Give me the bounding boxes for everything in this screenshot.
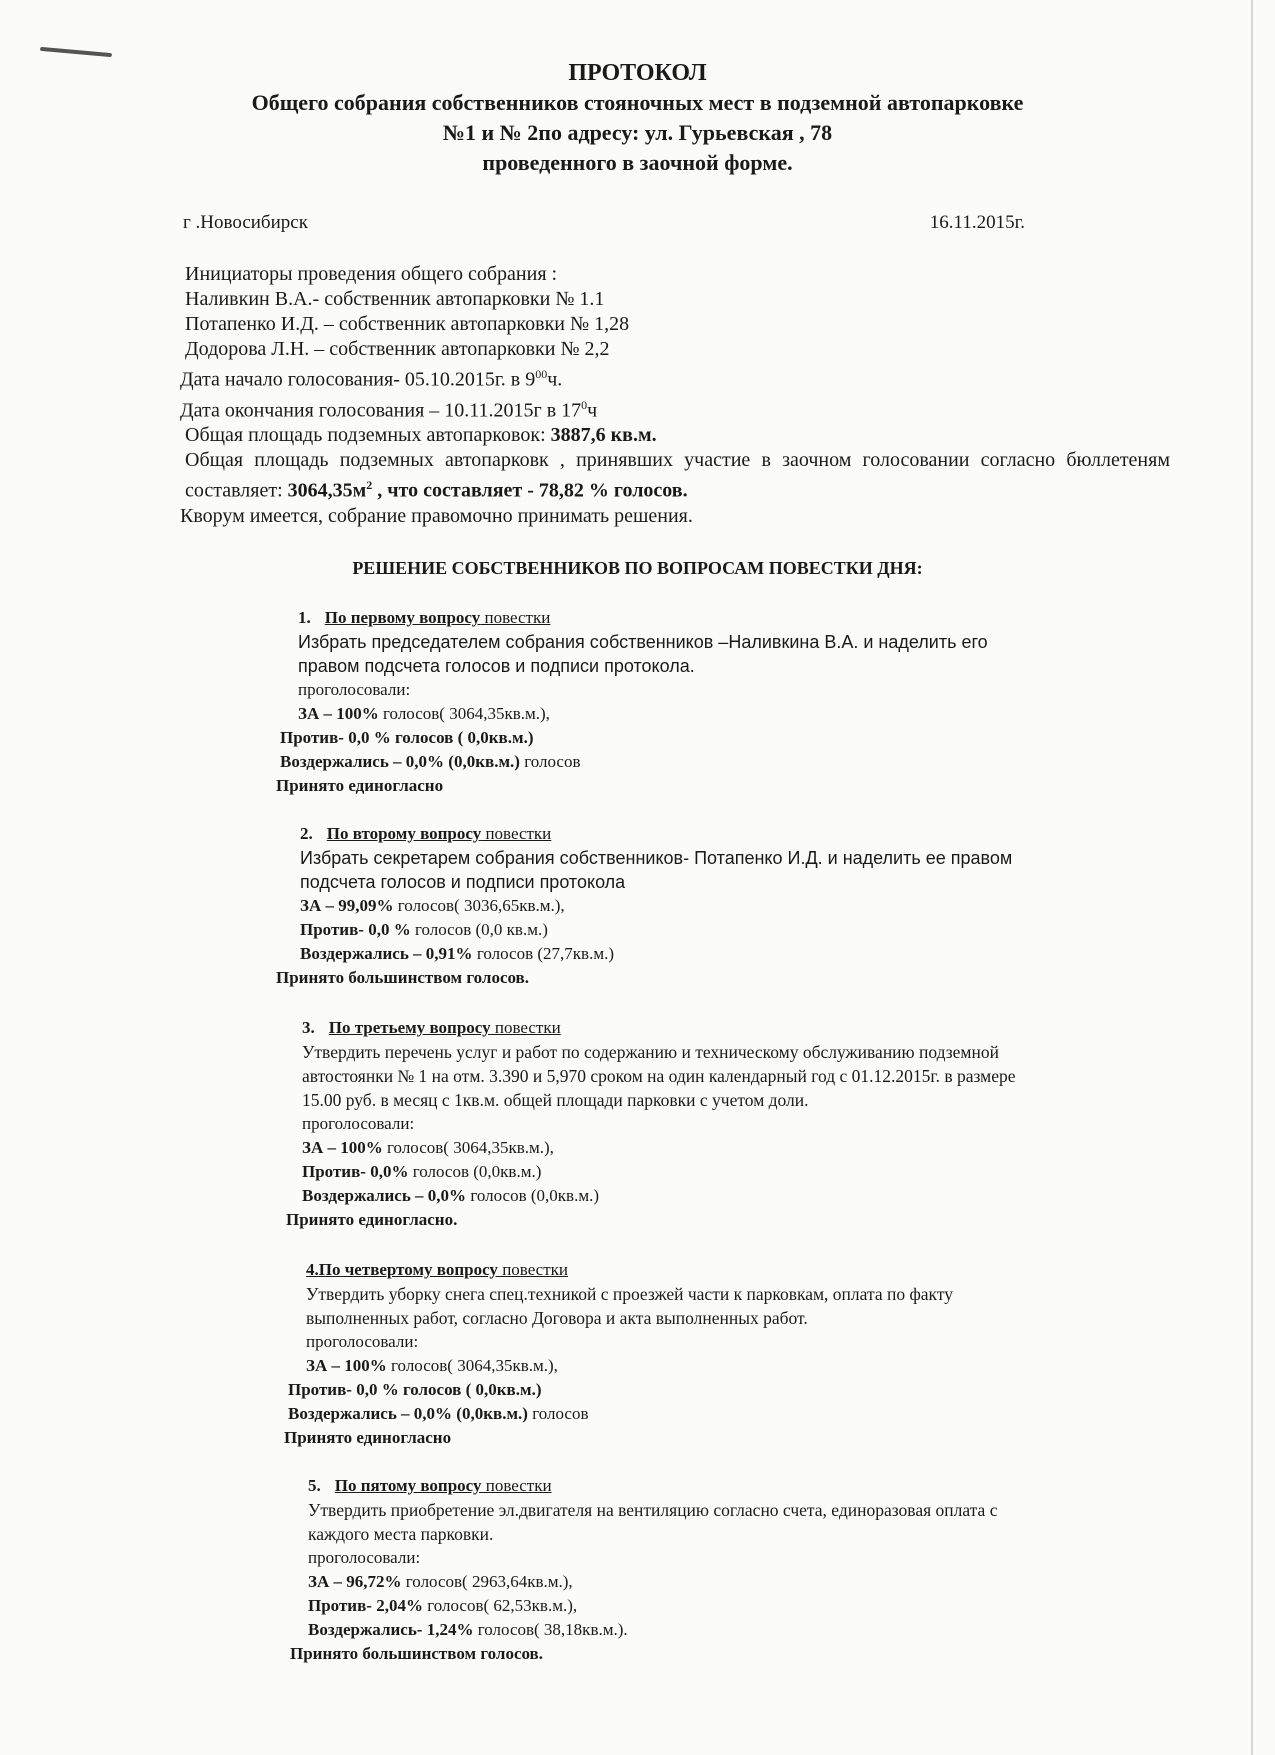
- question-text: 15.00 руб. в месяц с 1кв.м. общей площади парковки с учетом доли.: [302, 1090, 809, 1110]
- vote-for: ЗА – 100% голосов( 3064,35кв.м.),: [298, 704, 550, 723]
- city: г .Новосибирск: [183, 212, 308, 233]
- question-2: [276, 822, 1013, 990]
- voted-label: проголосовали:: [302, 1114, 415, 1133]
- vote-against: Против- 2,04% голосов( 62,53кв.м.),: [308, 1596, 578, 1615]
- question-1: [276, 606, 988, 798]
- voted-label: проголосовали:: [298, 680, 411, 699]
- vote-abstain: Воздержались – 0,91% голосов (27,7кв.м.): [300, 944, 614, 963]
- question-text: Утвердить приобретение эл.двигателя на вентиляцию согласно счета, единоразовая оплата с: [308, 1500, 998, 1520]
- section-title: РЕШЕНИЕ СОБСТВЕННИКОВ ПО ВОПРОСАМ ПОВЕСТКИ ДНЯ:: [352, 558, 923, 578]
- question-text: Избрать председателем собрания собственников –Наливкина В.А. и наделить его: [298, 632, 988, 652]
- vote-against: Против- 0,0 % голосов ( 0,0кв.м.): [288, 1380, 542, 1399]
- question-heading: 4.По четвертому вопросу повестки: [306, 1260, 569, 1279]
- question-text: подсчета голосов и подписи протокола: [300, 872, 626, 892]
- vote-abstain: Воздержались – 0,0% голосов (0,0кв.м.): [302, 1186, 599, 1205]
- question-text: Избрать секретарем собрания собственников- Потапенко И.Д. и наделить ее правом: [300, 848, 1013, 868]
- vote-result: Принято большинством голосов.: [276, 968, 529, 987]
- initiator-2: Потапенко И.Д. – собственник автопарковки № 1,28: [185, 313, 630, 335]
- vote-against: Против- 0,0 % голосов ( 0,0кв.м.): [280, 728, 534, 747]
- vote-result: Принято большинством голосов.: [290, 1644, 543, 1663]
- quorum-text: Кворум имеется, собрание правомочно принимать решения.: [180, 504, 693, 527]
- vote-for: ЗА – 100% голосов( 3064,35кв.м.),: [306, 1356, 558, 1375]
- vote-abstain: Воздержались- 1,24% голосов( 38,18кв.м.).: [308, 1620, 628, 1639]
- participated-area: Общая площадь подземных автопарковк , принявших участие в заочном голосовании согласно бюллетеням составляет: $3064,35м^2$ , что составляет - 78,82 % голосов.: [185, 449, 1170, 502]
- vote-abstain: Воздержались – 0,0% (0,0кв.м.) голосов: [280, 752, 581, 771]
- voted-label: проголосовали:: [308, 1548, 421, 1567]
- header-line-3: проведенного в заочной форме.: [482, 150, 793, 175]
- votes-block: [276, 894, 1012, 990]
- votes-block: [290, 1546, 997, 1666]
- document-date: 16.11.2015г.: [929, 212, 1025, 233]
- vote-abstain: Воздержались – 0,0% (0,0кв.м.) голосов: [288, 1404, 589, 1423]
- initiator-1: Наливкин В.А.- собственник автопарковки № 1.1: [185, 288, 605, 310]
- question-text: правом подсчета голосов и подписи протокола.: [298, 656, 695, 676]
- vote-result: Принято единогласно: [284, 1428, 452, 1447]
- header-line-2: №1 и № 2по адресу: ул. Гурьевская , 78: [442, 120, 833, 145]
- pen-mark: [40, 47, 112, 57]
- vote-for: ЗА – 99,09% голосов( 3036,65кв.м.),: [300, 896, 565, 915]
- question-text: Утвердить уборку снега спец.техникой с проезжей части к парковкам, оплата по факту: [306, 1284, 953, 1304]
- vote-for: ЗА – 96,72% голосов( 2963,64кв.м.),: [308, 1572, 573, 1591]
- vote-against: Против- 0,0 % голосов (0,0 кв.м.): [300, 920, 548, 939]
- question-5: [290, 1474, 998, 1666]
- question-3: [286, 1016, 1016, 1232]
- vote-result: Принято единогласно.: [286, 1210, 458, 1229]
- header-line-1: Общего собрания собственников стояночных мест в подземной автопарковке: [251, 90, 1024, 115]
- voting-start: Дата начало голосования- 05.10.2015г. в $9^{00}ч$.: [180, 367, 563, 391]
- initiators-label: Инициаторы проведения общего собрания :: [185, 263, 558, 285]
- question-4: [284, 1258, 953, 1450]
- question-text: Утвердить перечень услуг и работ по содержанию и техническому обслуживанию подземной: [302, 1042, 999, 1062]
- question-heading: 3. По третьему вопросу повестки: [302, 1018, 561, 1037]
- question-text: каждого места парковки.: [308, 1524, 494, 1544]
- vote-result: Принято единогласно: [276, 776, 444, 795]
- total-area: Общая площадь подземных автопарковок: 3887,6 кв.м.: [185, 424, 657, 447]
- question-heading: 1. По первому вопросу повестки: [298, 608, 551, 627]
- votes-block: [286, 1112, 1016, 1232]
- voted-label: проголосовали:: [306, 1332, 419, 1351]
- vote-against: Против- 0,0% голосов (0,0кв.м.): [302, 1162, 542, 1181]
- votes-block: [276, 678, 988, 798]
- question-text: автостоянки № 1 на отм. 3.390 и 5,970 сроком на один календарный год с 01.12.2015г. в размере: [302, 1066, 1016, 1086]
- page-edge: [1251, 0, 1253, 1755]
- question-heading: 5. По пятому вопросу повестки: [308, 1476, 552, 1495]
- question-heading: 2. По второму вопросу повестки: [300, 824, 552, 843]
- question-text: выполненных работ, согласно Договора и акта выполненных работ.: [306, 1308, 808, 1328]
- document-header: [0, 58, 1275, 178]
- votes-block: [284, 1330, 953, 1450]
- document-title: ПРОТОКОЛ: [568, 60, 707, 86]
- initiator-3: Додорова Л.Н. – собственник автопарковки № 2,2: [185, 338, 610, 360]
- voting-end: Дата окончания голосования – 10.11.2015г в $17^0ч$: [180, 397, 598, 422]
- intro-block: [180, 262, 1170, 529]
- vote-for: ЗА – 100% голосов( 3064,35кв.м.),: [302, 1138, 554, 1157]
